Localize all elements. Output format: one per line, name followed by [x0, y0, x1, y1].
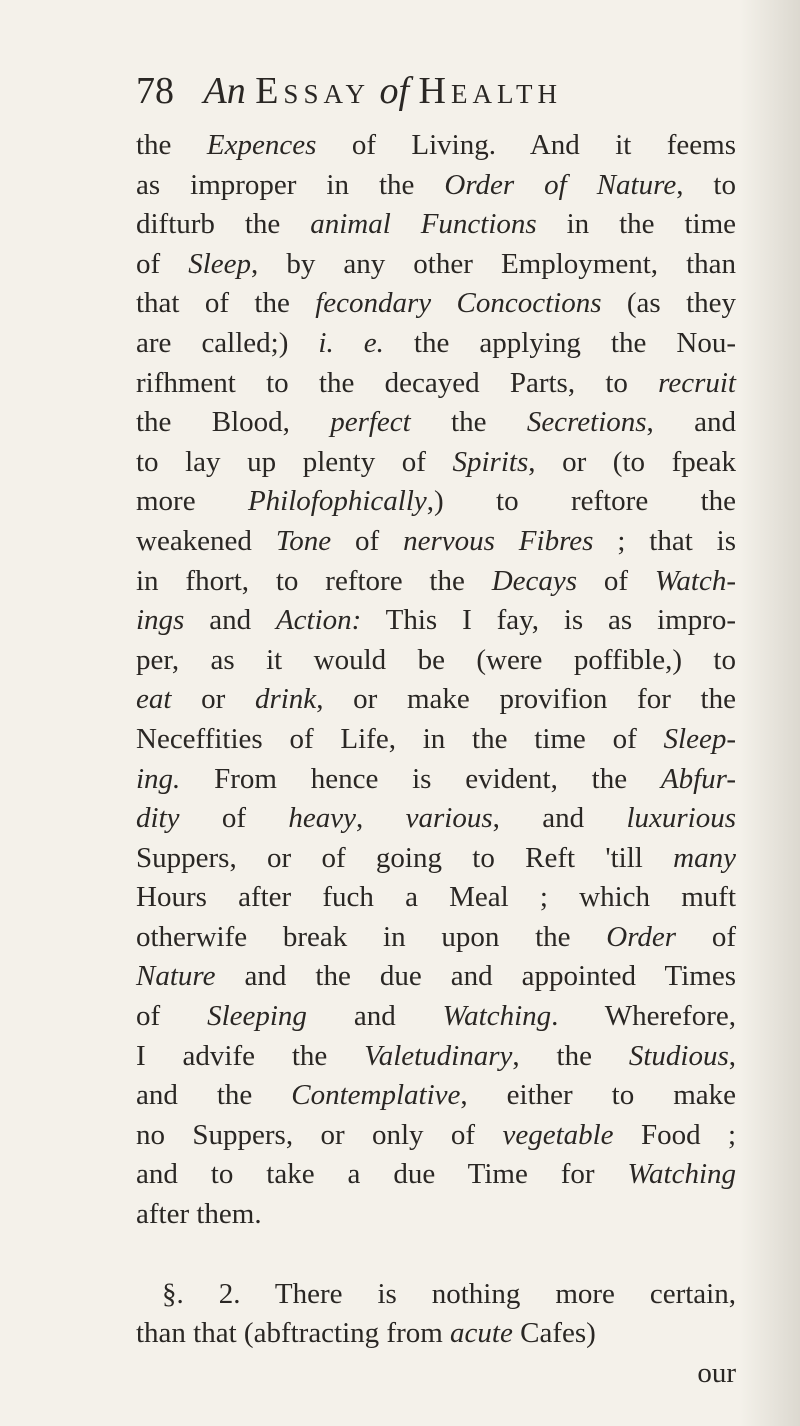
- italic-text: dity: [136, 802, 180, 835]
- roman-text: or: [171, 683, 255, 716]
- roman-text: Hours after fuch a Meal ; which muft: [136, 881, 736, 914]
- text-line: [136, 760, 736, 800]
- italic-text: Tone: [275, 524, 332, 557]
- roman-text: §. 2. There is nothing more certain,: [162, 1277, 736, 1310]
- text-line: [136, 364, 736, 404]
- text-line: [136, 720, 736, 760]
- text-line: [136, 1275, 736, 1315]
- roman-text: of Living. And it feems: [316, 129, 736, 161]
- roman-text: ; that is: [593, 524, 736, 557]
- roman-text: rifhment to the decayed Parts, to: [136, 366, 659, 399]
- roman-text: , and: [492, 802, 627, 835]
- roman-text: more: [136, 485, 248, 518]
- text-line: [136, 1076, 736, 1116]
- italic-text: Sleep-: [663, 722, 736, 755]
- roman-text: as improper in the: [136, 168, 445, 201]
- text-line: [136, 205, 736, 245]
- roman-text: difturb the: [136, 208, 311, 241]
- text-line: [136, 918, 736, 958]
- text-line: [136, 403, 736, 443]
- roman-text: no Suppers, or only of: [136, 1118, 503, 1151]
- italic-text: ings: [136, 604, 185, 637]
- header-health: Health: [418, 70, 562, 112]
- roman-text: of: [136, 247, 189, 280]
- italic-text: Secretions: [526, 406, 647, 439]
- text-line: [136, 562, 736, 602]
- roman-text: and the: [136, 1079, 292, 1112]
- italic-text: Studious: [628, 1039, 729, 1072]
- roman-text: ,) to reftore the: [426, 485, 736, 518]
- italic-text: animal Functions: [310, 208, 537, 241]
- roman-text: and to take a due Time for: [136, 1158, 628, 1191]
- page-edge-shadow: [740, 0, 800, 1426]
- header-essay: Essay: [255, 70, 370, 112]
- text-line: [136, 482, 736, 522]
- text-line: [136, 126, 736, 166]
- roman-text: Food ;: [613, 1118, 736, 1151]
- italic-text: perfect: [330, 406, 411, 439]
- italic-text: Action:: [275, 604, 362, 637]
- italic-text: drink: [254, 683, 317, 716]
- roman-text: I advife the: [136, 1039, 365, 1072]
- italic-text: Abfur-: [660, 762, 736, 795]
- roman-text: Neceffities of Life, in the time of: [136, 722, 664, 755]
- roman-text: of: [136, 1000, 208, 1033]
- roman-text: of: [179, 802, 289, 835]
- roman-text: of: [331, 524, 404, 557]
- text-line: [136, 522, 736, 562]
- italic-text: vegetable: [502, 1118, 614, 1151]
- roman-text: (as they: [601, 287, 736, 320]
- roman-text: , and: [646, 406, 736, 439]
- italic-text: i. e.: [318, 326, 384, 359]
- italic-text: Sleep: [188, 247, 252, 280]
- roman-text: and: [184, 604, 276, 637]
- italic-text: various: [405, 802, 493, 835]
- header-an: An: [203, 70, 246, 112]
- italic-text: nervous Fibres: [403, 524, 594, 557]
- text-line: [136, 1037, 736, 1077]
- roman-text: and the due and appointed Times: [215, 960, 736, 993]
- italic-text: Contemplative: [291, 1079, 461, 1112]
- text-line: [136, 245, 736, 285]
- italic-text: Expences: [206, 129, 317, 161]
- roman-text: ,: [356, 802, 406, 835]
- roman-text: to lay up plenty of: [136, 445, 453, 478]
- roman-text: Suppers, or of going to Reft 'till: [136, 841, 674, 874]
- italic-text: many: [673, 841, 736, 874]
- roman-text: otherwife break in upon the: [136, 920, 607, 953]
- italic-text: Nature: [136, 960, 216, 993]
- body-text: [136, 126, 736, 1393]
- text-line: [136, 997, 736, 1037]
- catchword: our: [697, 1356, 736, 1389]
- italic-text: Spirits: [452, 445, 529, 478]
- roman-text: in fhort, to reftore the: [136, 564, 492, 597]
- roman-text: the Blood,: [136, 406, 331, 439]
- italic-text: recruit: [658, 366, 736, 399]
- text-line: [136, 284, 736, 324]
- text-line: [136, 601, 736, 641]
- text-line: [136, 1314, 736, 1354]
- italic-text: heavy: [288, 802, 356, 835]
- italic-text: Watching: [627, 1158, 736, 1191]
- roman-text: that of the: [136, 287, 316, 320]
- text-line: [136, 443, 736, 483]
- roman-text: the: [136, 129, 207, 161]
- page-number: 78: [136, 70, 174, 112]
- roman-text: ,: [728, 1039, 736, 1072]
- roman-text: than that (abftracting from: [136, 1317, 451, 1350]
- text-line: [136, 166, 736, 206]
- text-line: [136, 878, 736, 918]
- roman-text: . Wherefore,: [551, 1000, 736, 1033]
- roman-text: are called;): [136, 326, 319, 359]
- roman-text: and: [306, 1000, 443, 1033]
- italic-text: Watch-: [654, 564, 736, 597]
- text-line: [136, 641, 736, 681]
- italic-text: acute: [450, 1317, 513, 1350]
- roman-text: of: [577, 564, 655, 597]
- italic-text: luxurious: [626, 802, 736, 835]
- text-line: [136, 957, 736, 997]
- text-line: [136, 1116, 736, 1156]
- running-header: [136, 68, 696, 114]
- roman-text: , the: [512, 1039, 629, 1072]
- italic-text: fecondary Concoctions: [315, 287, 602, 320]
- roman-text: From hence is evident, the: [180, 762, 661, 795]
- roman-text: per, as it would be (were poffible,) to: [136, 643, 736, 676]
- roman-text: This I fay, is as impro-: [361, 604, 737, 637]
- roman-text: , either to make: [460, 1079, 736, 1112]
- text-line: [136, 324, 736, 364]
- italic-text: Sleeping: [207, 1000, 307, 1033]
- text-line: [136, 1195, 736, 1235]
- roman-text: Cafes): [512, 1317, 596, 1350]
- roman-text: after them.: [136, 1198, 262, 1231]
- paragraph-gap: [136, 1235, 736, 1275]
- italic-text: Decays: [491, 564, 578, 597]
- roman-text: , or (to fpeak: [528, 445, 736, 478]
- italic-text: Watching: [442, 1000, 552, 1033]
- roman-text: the applying the Nou-: [383, 326, 736, 359]
- text-line: [136, 680, 736, 720]
- roman-text: , to: [676, 168, 736, 201]
- italic-text: Order: [606, 920, 677, 953]
- italic-text: Philofophically: [247, 485, 427, 518]
- text-line: [136, 799, 736, 839]
- italic-text: eat: [136, 683, 172, 716]
- roman-text: , by any other Employment, than: [251, 247, 736, 280]
- header-of: of: [379, 70, 410, 112]
- roman-text: of: [676, 920, 736, 953]
- italic-text: ing.: [136, 762, 181, 795]
- roman-text: the: [410, 406, 527, 439]
- italic-text: Order of Nature: [444, 168, 677, 201]
- roman-text: weakened: [136, 524, 276, 557]
- text-line: [136, 839, 736, 879]
- roman-text: , or make provifion for the: [316, 683, 736, 716]
- italic-text: Valetudinary: [364, 1039, 513, 1072]
- text-line: [136, 1155, 736, 1195]
- roman-text: in the time: [536, 208, 737, 241]
